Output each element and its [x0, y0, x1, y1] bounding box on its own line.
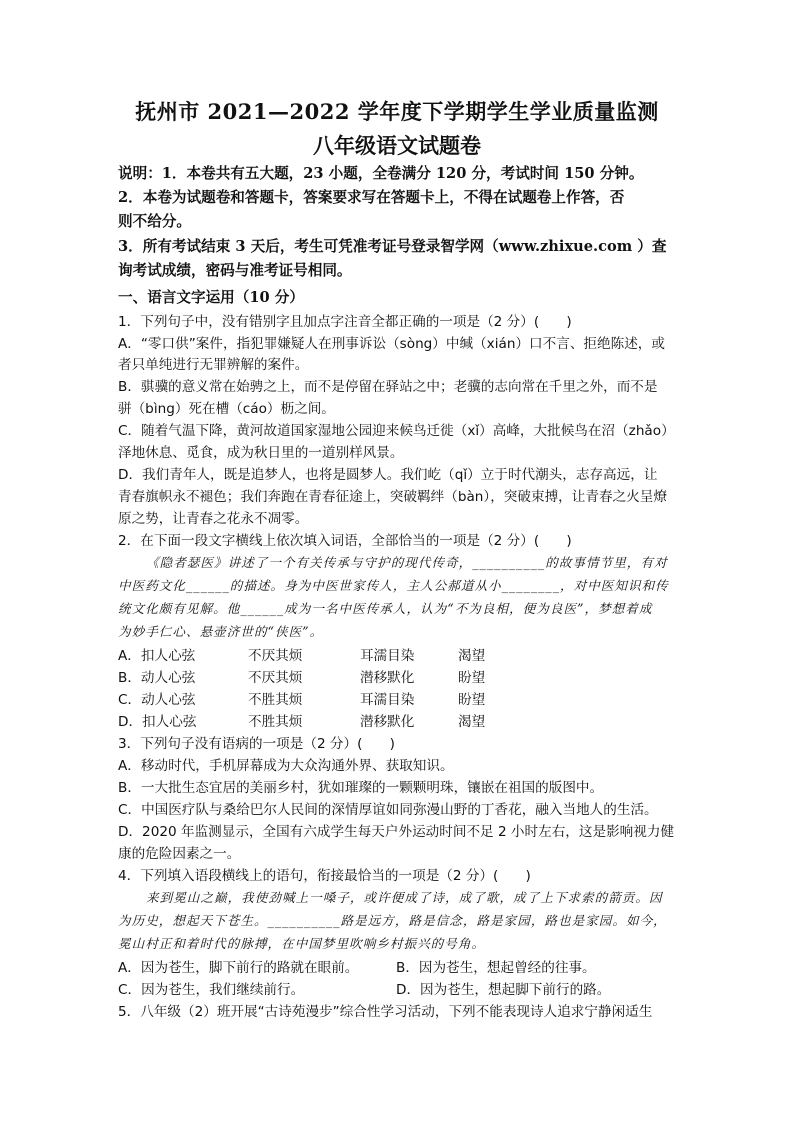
question-stem: 1．下列句子中，没有错别字且加点字注音全都正确的一项是（2 分）( ) — [118, 314, 572, 330]
instruction-line: 则不给分。 — [118, 213, 191, 230]
option-text: B．因为苍生，想起曾经的往事。 — [396, 960, 596, 976]
passage-line: 冕山村正和着时代的脉搏，在中国梦里吹响乡村振兴的号角。 — [118, 936, 486, 951]
option-text: 不胜其烦 — [248, 714, 303, 730]
option-text: C．因为苍生，我们继续前行。 — [118, 982, 305, 998]
option-text: C．随着气温下降，黄河故道国家湿地公园迎来候鸟迁徙（xǐ）高峰，大批候鸟在沼（zhǎo） — [118, 423, 675, 439]
option-text: D．扣人心弦 — [118, 714, 197, 730]
passage-line: 为妙手仁心、悬壶济世的“侠医”。 — [118, 624, 324, 639]
option-text: 者只单纯进行无罪辨解的案件。 — [118, 357, 309, 373]
option-text: 耳濡目染 — [360, 648, 415, 664]
question-stem: 2．在下面一段文字横线上依次填入词语，全部恰当的一项是（2 分）( ) — [118, 533, 572, 549]
option-text: D．因为苍生，想起脚下前行的路。 — [396, 982, 611, 998]
option-text: 康的危险因素之一。 — [118, 846, 241, 862]
option-text: 耳濡目染 — [360, 692, 415, 708]
option-text: D．2020 年监测显示，全国有六成学生每天户外运动时间不足 2 小时左右，这是影响视力健 — [118, 824, 675, 840]
option-text: 盼望 — [458, 670, 486, 686]
option-text: 潜移默化 — [360, 670, 415, 686]
option-text: D．我们青年人，既是追梦人，也将是圆梦人。我们屹（qǐ）立于时代潮头，志存高远，让 — [118, 467, 658, 483]
passage-line: 《隐者瑟医》讲述了一个有关传承与守护的现代传奇，__________的故事情节里，有对 — [146, 555, 668, 570]
exam-subtitle: 八年级语文试题卷 — [313, 133, 481, 158]
option-text: B．骐骥的意义常在始骋之上，而不是停留在驿站之中；老骥的志向常在千里之外，而不是 — [118, 379, 658, 395]
option-text: 骈（bìng）死在槽（cáo）枥之间。 — [118, 401, 335, 417]
passage-line: 为历史，想起天下苍生。__________路是远方，路是信念，路是家园，路也是家园。如今， — [118, 913, 667, 928]
option-text: A．“零口供”案件，指犯罪嫌疑人在刑事诉讼（sòng）中缄（xián）口不言、拒绝陈述，或 — [118, 336, 665, 352]
option-text: 青春旗帜永不褪色；我们奔跑在青春征途上，突破羁绊（bàn），突破束搏，让青春之火呈燎 — [118, 489, 667, 505]
option-text: A．扣人心弦 — [118, 648, 196, 664]
option-text: 渴望 — [458, 648, 486, 664]
passage-line: 中医药文化______的描述。身为中医世家传人，主人公郝道从小________，对中医知识和传 — [118, 578, 669, 593]
option-text: C．中国医疗队与桑给巴尔人民间的深情厚谊如同弥漫山野的丁香花，融入当地人的生活。 — [118, 802, 658, 818]
section-heading: 一、语言文字运用（10 分） — [118, 289, 304, 306]
option-text: 原之势，让青春之花永不凋零。 — [118, 511, 309, 527]
instruction-line: 询考试成绩，密码与准考证号相同。 — [118, 262, 352, 279]
option-text: 泽地休息、觅食，成为秋日里的一道别样风景。 — [118, 445, 404, 461]
option-text: B．动人心弦 — [118, 670, 196, 686]
option-text: 不厌其烦 — [248, 670, 303, 686]
option-text: A．移动时代，手机屏幕成为大众沟通外界、获取知识。 — [118, 758, 454, 774]
question-stem: 5．八年级（2）班开展“古诗苑漫步”综合性学习活动，下列不能表现诗人追求宁静闲适生 — [118, 1004, 653, 1020]
question-stem: 3．下列句子没有语病的一项是（2 分）( ) — [118, 736, 395, 752]
option-text: C．动人心弦 — [118, 692, 196, 708]
passage-line: 统文化颇有见解。他______成为一名中医传承人，认为“不为良相，便为良医”，梦想着成 — [118, 601, 653, 616]
instruction-line: 3．所有考试结束 3 天后，考生可凭准考证号登录智学网（www.zhixue.com ）查 — [118, 238, 667, 255]
option-text: 渴望 — [458, 714, 486, 730]
option-text: 不厌其烦 — [248, 648, 303, 664]
option-text: 盼望 — [458, 692, 486, 708]
exam-title: 抚州市 2021—2022 学年度下学期学生学业质量监测 — [135, 99, 659, 124]
option-text: 潜移默化 — [360, 714, 415, 730]
instruction-line: 说明：1．本卷共有五大题，23 小题，全卷满分 120 分，考试时间 150 分钟。 — [118, 165, 644, 182]
passage-line: 来到冕山之巅，我使劲喊上一嗓子，或许便成了诗，成了歌，成了上下求索的箭贡。因 — [146, 890, 663, 905]
instruction-line: 2．本卷为试题卷和答题卡，答案要求写在答题卡上，不得在试题卷上作答，否 — [118, 189, 625, 206]
option-text: 不胜其烦 — [248, 692, 303, 708]
option-text: B．一大批生态宜居的美丽乡村，犹如璀璨的一颗颗明珠，镶嵌在祖国的版图中。 — [118, 780, 604, 796]
question-stem: 4．下列填入语段横线上的语句，衔接最恰当的一项是（2 分）( ) — [118, 868, 531, 884]
option-text: A．因为苍生，脚下前行的路就在眼前。 — [118, 960, 359, 976]
